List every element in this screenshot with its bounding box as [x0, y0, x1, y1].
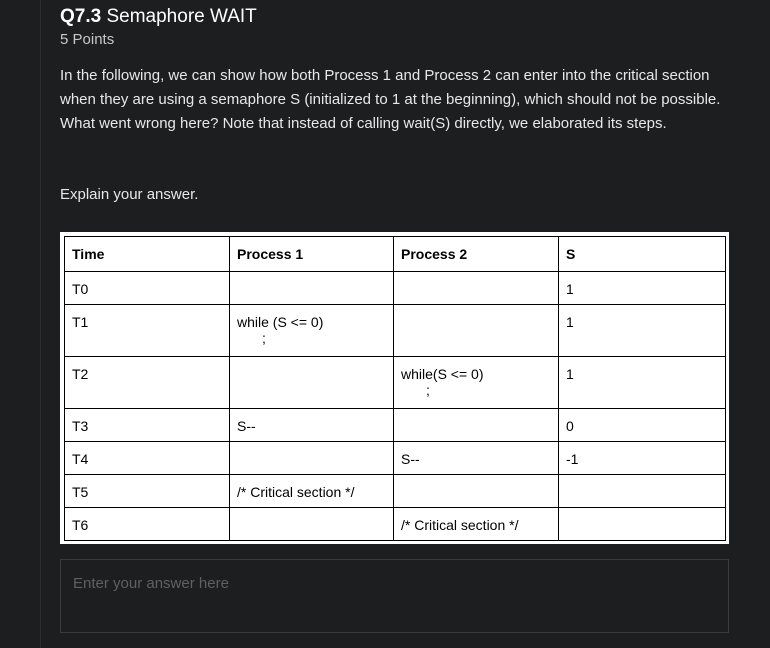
cell-process-2: S-- [394, 442, 559, 475]
semaphore-table-image [60, 232, 729, 544]
table-row [65, 442, 726, 475]
table-header-row [65, 237, 726, 272]
cell-process-2 [394, 409, 559, 442]
question-title [60, 6, 257, 28]
cell-time: T2 [65, 357, 230, 409]
table-row [65, 357, 726, 409]
cell-process-2: /* Critical section */ [394, 508, 559, 541]
cell-process-1: /* Critical section */ [230, 475, 394, 508]
cell-process-2 [394, 475, 559, 508]
cell-time: T5 [65, 475, 230, 508]
cell-process-2 [394, 357, 559, 409]
table-row [65, 305, 726, 357]
header-process-1: Process 1 [230, 237, 394, 272]
cell-process-1 [230, 508, 394, 541]
cell-process-1: S-- [230, 409, 394, 442]
question-prompt: In the following, we can show how both Process 1 and Process 2 can enter into the critical section when they are using a semaphore S (initialized to 1 at the beginning), which should not be possible. What went wrong here? Note that instead of calling wait(S) directly, we elaborated its steps. [60, 67, 721, 132]
table-row [65, 475, 726, 508]
code-semicolon: ; [426, 382, 430, 398]
cell-time: T0 [65, 272, 230, 305]
cell-s: 1 [559, 272, 726, 305]
left-border [40, 0, 41, 648]
table-row [65, 272, 726, 305]
header-time: Time [65, 237, 230, 272]
header-s: S [559, 237, 726, 272]
code-line: while(S <= 0) [401, 366, 484, 382]
cell-time: T1 [65, 305, 230, 357]
cell-s [559, 508, 726, 541]
cell-process-2 [394, 272, 559, 305]
cell-s: 0 [559, 409, 726, 442]
cell-s: 1 [559, 305, 726, 357]
table-row [65, 508, 726, 541]
table-row [65, 409, 726, 442]
answer-input[interactable] [60, 559, 729, 633]
semaphore-table [64, 236, 726, 541]
cell-process-1 [230, 357, 394, 409]
question-number: Q7.3 [60, 6, 102, 27]
cell-time: T6 [65, 508, 230, 541]
question-instruction: Explain your answer. [60, 186, 199, 203]
question-points: 5 Points [60, 31, 115, 48]
code-line: while (S <= 0) [237, 314, 324, 330]
cell-process-1 [230, 272, 394, 305]
code-semicolon: ; [262, 330, 266, 346]
header-process-2: Process 2 [394, 237, 559, 272]
cell-time: T4 [65, 442, 230, 475]
cell-s: -1 [559, 442, 726, 475]
cell-time: T3 [65, 409, 230, 442]
cell-s [559, 475, 726, 508]
question-title-text: Semaphore WAIT [106, 6, 257, 27]
cell-process-1 [230, 305, 394, 357]
cell-process-2 [394, 305, 559, 357]
cell-process-1 [230, 442, 394, 475]
cell-s: 1 [559, 357, 726, 409]
